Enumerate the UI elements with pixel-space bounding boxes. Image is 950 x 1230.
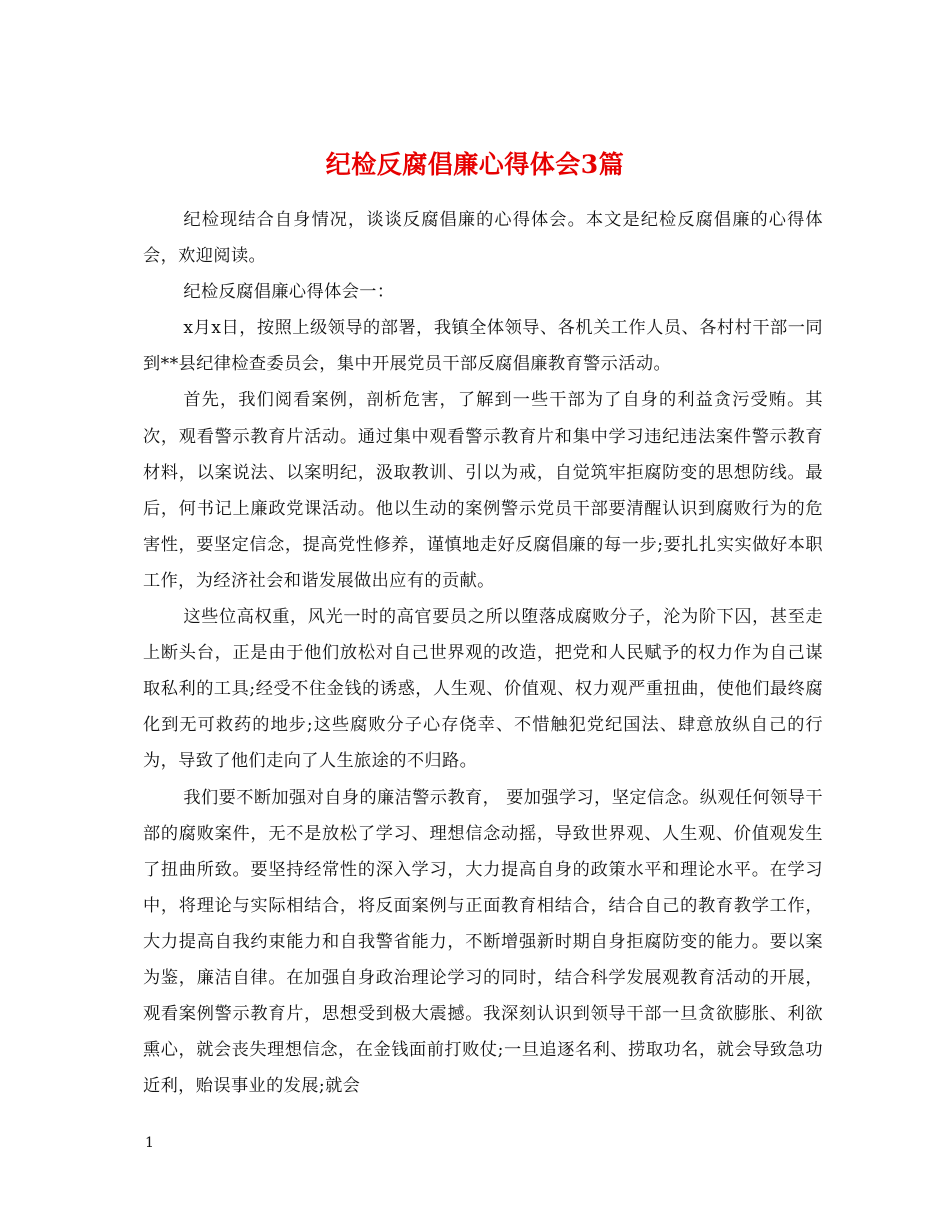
document-body [143, 202, 823, 1104]
paragraph-section-heading: 纪检反腐倡廉心得体会一： [183, 282, 395, 303]
paragraph-intro: 纪检现结合自身情况，谈谈反腐倡廉的心得体会。本文是纪检反腐倡廉的心得体会，欢迎阅读。 [143, 210, 823, 267]
document-title: 纪检反腐倡廉心得体会3篇 [325, 149, 625, 179]
paragraph-corruption-reflection: 这些位高权重，风光一时的高官要员之所以堕落成腐败分子，沦为阶下囚，甚至走上断头台，正是由于他们放松对自己世界观的改造，把党和人民赋予的权力作为自己谋取私利的工具;经受不住金钱的诱惑，人生观、价值观、权力观严重扭曲，使他们最终腐化到无可救药的地步;这些腐败分子心存侥幸、不惜触犯党纪国法、肆意放纵自己的行为，导致了他们走向了人生旅途的不归路。 [143, 607, 823, 772]
page-number: 1 [145, 1135, 154, 1151]
paragraph-self-education: 我们要不断加强对自身的廉洁警示教育， 要加强学习，坚定信念。纵观任何领导干部的腐败案件，无不是放松了学习、理想信念动摇，导致世界观、人生观、价值观发生了扭曲所致。要坚持经常性的深入学习，大力提高自身的政策水平和理论水平。在学习中，将理论与实际相结合，将反面案例与正面教育相结合，结合自己的教育教学工作，大力提高自我约束能力和自我警省能力，不断增强新时期自身拒腐防变的能力。要以案为鉴，廉洁自律。在加强自身政治理论学习的同时，结合科学发展观教育活动的开展，观看案例警示教育片，思想受到极大震撼。我深刻认识到领导干部一旦贪欲膨胀、利欲熏心，就会丧失理想信念，在金钱面前打败仗;一旦追逐名利、捞取功名，就会导致急功近利，贻误事业的发展;就会 [143, 787, 823, 1097]
paragraph-process: 首先，我们阅看案例，剖析危害，了解到一些干部为了自身的利益贪污受贿。其次，观看警示教育片活动。通过集中观看警示教育片和集中学习违纪违法案件警示教育材料，以案说法、以案明纪，汲取教训、引以为戒，自觉筑牢拒腐防变的思想防线。最后，何书记上廉政党课活动。他以生动的案例警示党员干部要清醒认识到腐败行为的危害性，要坚定信念，提高党性修养，谨慎地走好反腐倡廉的每一步;要扎扎实实做好本职工作，为经济社会和谐发展做出应有的贡献。 [143, 390, 823, 591]
paragraph-activity: x月x日，按照上级领导的部署，我镇全体领导、各机关工作人员、各村村干部一同到**县纪律检查委员会，集中开展党员干部反腐倡廉教育警示活动。 [143, 318, 823, 375]
